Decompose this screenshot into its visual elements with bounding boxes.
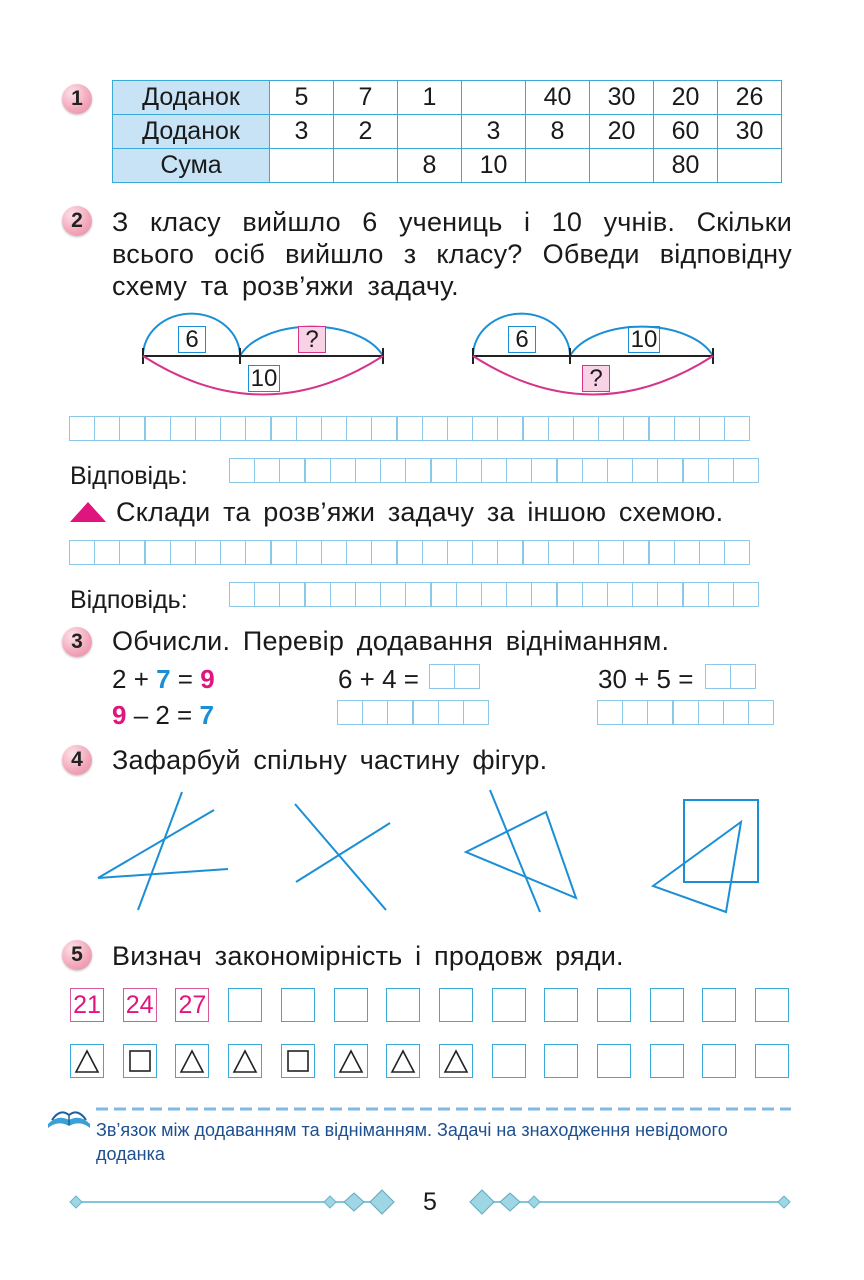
table-row [113,81,782,115]
table-cell[interactable] [590,149,654,183]
grid-cell[interactable] [481,582,508,607]
grid-cell[interactable] [220,540,247,565]
grid-cell[interactable] [648,540,675,565]
grid-cell[interactable] [672,700,699,725]
task-1-badge: 1 [62,84,92,114]
grid-cell[interactable] [573,540,600,565]
grid-cell[interactable] [405,582,432,607]
sequence-number-box[interactable] [544,988,578,1022]
figure-3-triangle-and-line [466,790,576,912]
table-cell: 80 [654,149,718,183]
example-1-b: 7 [156,664,171,694]
table-cell: 3 [270,115,334,149]
table-cell[interactable] [270,149,334,183]
scheme-1-left-label: 6 [178,326,206,353]
table-cell: 26 [718,81,782,115]
open-book-icon [44,1100,94,1132]
grid-cell[interactable] [69,540,96,565]
grid-cell[interactable] [254,582,281,607]
example-3: 30 + 5 = [598,664,694,694]
grid-cell[interactable] [607,582,634,607]
task-2-text: З класу вийшло 6 учениць і 10 учнів. Скільки всього осіб вийшло з класу? Обведи відповідну схему та розв’яжи задачу. [112,207,792,301]
task-5-badge: 5 [62,940,92,970]
grid-cell[interactable] [582,458,609,483]
grid-cell[interactable] [531,458,558,483]
task-3-badge: 3 [62,627,92,657]
grid-cell[interactable] [245,416,272,441]
figure-2-lines [295,804,390,910]
sequence-number-box[interactable] [439,988,473,1022]
example-1 [112,664,215,695]
grid-cell[interactable] [582,582,609,607]
grid-cell[interactable] [279,582,306,607]
table-cell[interactable] [526,149,590,183]
grid-cell[interactable] [657,582,684,607]
task-4-text: Зафарбуй спільну частину фігур. [112,745,548,775]
grid-cell[interactable] [623,416,650,441]
row-header: Доданок [113,115,270,149]
table-row [113,115,782,149]
addition-table [112,80,782,183]
grid-cell[interactable] [330,458,357,483]
grid-cell[interactable] [497,540,524,565]
example-3-check-cells[interactable] [598,700,774,725]
grid-cell[interactable] [371,416,398,441]
table-cell[interactable] [462,81,526,115]
footer-dashed-divider [96,1106,796,1112]
grid-cell[interactable] [674,540,701,565]
figure-1-lines [98,792,228,910]
sequence-shape-box[interactable] [597,1044,631,1078]
grid-cell[interactable] [733,458,760,483]
scheme-1-right-label: ? [298,326,326,353]
grid-cell[interactable] [119,540,146,565]
grid-cell[interactable] [396,416,423,441]
sequence-shape-box[interactable] [123,1044,157,1078]
triangle-marker-icon [68,500,108,524]
square-icon [283,1046,313,1076]
grid-cell[interactable] [229,458,256,483]
triangle-icon [177,1046,207,1076]
grid-cell[interactable] [607,458,634,483]
table-cell: 30 [590,81,654,115]
grid-cell[interactable] [723,700,750,725]
row-header: Сума [113,149,270,183]
grid-cell[interactable] [632,582,659,607]
grid-cell[interactable] [144,416,171,441]
grid-cell[interactable] [94,540,121,565]
check-minus: – 2 = [126,700,200,730]
grid-cell[interactable] [456,458,483,483]
sequence-number-box[interactable]: 27 [175,988,209,1022]
grid-cell[interactable] [69,416,96,441]
example-1-a: 2 [112,664,127,694]
grid-cell[interactable] [447,416,474,441]
example-1-eq: = [170,664,201,694]
sequence-shape-box[interactable] [334,1044,368,1078]
table-cell: 30 [718,115,782,149]
grid-cell[interactable] [708,458,735,483]
table-cell: 8 [398,149,462,183]
grid-cell[interactable] [724,416,751,441]
answer-cells-2[interactable] [230,582,759,607]
grid-cell[interactable] [463,700,490,725]
table-cell: 20 [590,115,654,149]
grid-cell[interactable] [405,458,432,483]
grid-cell[interactable] [279,458,306,483]
sequence-number-box[interactable] [650,988,684,1022]
table-cell: 10 [462,149,526,183]
grid-cell[interactable] [170,416,197,441]
grid-cell[interactable] [355,582,382,607]
grid-cell[interactable] [94,416,121,441]
grid-cell[interactable] [304,582,331,607]
grid-cell[interactable] [396,540,423,565]
grid-cell[interactable] [355,458,382,483]
grid-cell[interactable] [573,416,600,441]
grid-cell[interactable] [447,540,474,565]
grid-cell[interactable] [632,458,659,483]
scheme-2[interactable] [466,308,726,408]
square-icon [125,1046,155,1076]
example-1-sum: 9 [200,664,215,694]
grid-cell[interactable] [346,540,373,565]
table-cell: 40 [526,81,590,115]
grid-cell[interactable] [598,540,625,565]
answer-label-1: Відповідь: [70,462,188,490]
sequence-number-box[interactable] [334,988,368,1022]
sequence-number-box[interactable]: 24 [123,988,157,1022]
task-3-text: Обчисли. Перевір додавання відніманням. [112,626,670,656]
sequence-shape-box[interactable] [492,1044,526,1078]
triangle-icon [441,1046,471,1076]
grid-cell[interactable] [119,416,146,441]
grid-cell[interactable] [657,458,684,483]
grid-cell[interactable] [337,700,364,725]
table-cell: 1 [398,81,462,115]
grid-cell[interactable] [304,458,331,483]
grid-cell[interactable] [708,582,735,607]
example-1-check [112,700,214,731]
table-cell: 5 [270,81,334,115]
grid-cell[interactable] [270,416,297,441]
grid-cell[interactable] [522,540,549,565]
grid-cell[interactable] [321,540,348,565]
triangle-icon [72,1046,102,1076]
table-cell[interactable] [718,149,782,183]
triangle-icon [388,1046,418,1076]
example-2-check-cells[interactable] [338,700,489,725]
grid-cell[interactable] [387,700,414,725]
grid-cell[interactable] [548,540,575,565]
sequence-shape-box[interactable] [439,1044,473,1078]
answer-cells-1[interactable] [230,458,759,483]
grid-cell[interactable] [622,700,649,725]
sequence-number-box[interactable]: 21 [70,988,104,1022]
task-4-badge: 4 [62,745,92,775]
sequence-number-box[interactable] [702,988,736,1022]
grid-cell[interactable] [422,416,449,441]
table-cell: 20 [654,81,718,115]
example-3-answer-cells[interactable] [706,664,756,689]
grid-cell[interactable] [254,458,281,483]
grid-cell[interactable] [195,416,222,441]
grid-cell[interactable] [346,416,373,441]
grid-cell[interactable] [430,458,457,483]
grid-cell[interactable] [522,416,549,441]
triangle-icon [230,1046,260,1076]
grid-cell[interactable] [245,540,272,565]
grid-cell[interactable] [380,458,407,483]
grid-cell[interactable] [682,458,709,483]
grid-cell[interactable] [705,664,732,689]
triangle-icon [336,1046,366,1076]
example-1-plus: + [126,664,157,694]
figure-4-square-and-triangle [653,800,758,912]
grid-cell[interactable] [170,540,197,565]
scheme-2-right-label: 10 [628,326,660,353]
scheme-2-left-label: 6 [508,326,536,353]
grid-cell[interactable] [472,540,499,565]
grid-cell[interactable] [229,582,256,607]
grid-cell[interactable] [438,700,465,725]
grid-cell[interactable] [724,540,751,565]
grid-cell[interactable] [506,458,533,483]
grid-cell[interactable] [497,416,524,441]
topic-note: Зв’язок між додаванням та відніманням. Задачі на знаходження невідомого доданка [96,1120,728,1164]
grid-cell[interactable] [270,540,297,565]
grid-cell[interactable] [412,700,439,725]
example-2-answer-cells[interactable] [430,664,480,689]
sequence-shape-box[interactable] [228,1044,262,1078]
page-ornament-right [456,1188,796,1218]
scheme-1[interactable] [136,308,396,408]
sequence-number-box[interactable] [386,988,420,1022]
grid-cell[interactable] [556,458,583,483]
grid-cell[interactable] [362,700,389,725]
solution-cells-1[interactable] [70,416,750,441]
grid-cell[interactable] [321,416,348,441]
grid-cell[interactable] [748,700,775,725]
table-cell[interactable] [334,149,398,183]
scheme-2-bottom-label: ? [582,365,610,392]
grid-cell[interactable] [699,540,726,565]
grid-cell[interactable] [548,416,575,441]
grid-cell[interactable] [220,416,247,441]
sequence-number-box[interactable] [755,988,789,1022]
grid-cell[interactable] [682,582,709,607]
grid-cell[interactable] [647,700,674,725]
grid-cell[interactable] [623,540,650,565]
grid-cell[interactable] [296,540,323,565]
sequence-shape-box[interactable] [650,1044,684,1078]
grid-cell[interactable] [506,582,533,607]
solution-cells-2[interactable] [70,540,750,565]
sequence-number-box[interactable] [492,988,526,1022]
table-cell[interactable] [398,115,462,149]
grid-cell[interactable] [481,458,508,483]
grid-cell[interactable] [472,416,499,441]
check-res: 7 [199,700,214,730]
grid-cell[interactable] [144,540,171,565]
sequence-number-box[interactable] [281,988,315,1022]
grid-cell[interactable] [699,416,726,441]
table-cell: 8 [526,115,590,149]
figures-area[interactable] [90,782,790,922]
grid-cell[interactable] [598,416,625,441]
grid-cell[interactable] [597,700,624,725]
sequence-shape-box[interactable] [702,1044,736,1078]
task-2-badge: 2 [62,206,92,236]
grid-cell[interactable] [556,582,583,607]
grid-cell[interactable] [730,664,757,689]
page-ornament-left [68,1188,408,1218]
row-header: Доданок [113,81,270,115]
grid-cell[interactable] [195,540,222,565]
sequence-shape-box[interactable] [281,1044,315,1078]
sequence-shape-box[interactable] [755,1044,789,1078]
extra-task-text: Склади та розв’яжи задачу за іншою схемою. [116,497,724,527]
answer-label-2: Відповідь: [70,586,188,614]
table-cell: 2 [334,115,398,149]
sequence-shape-box[interactable] [70,1044,104,1078]
grid-cell[interactable] [380,582,407,607]
sequence-shape-box[interactable] [386,1044,420,1078]
table-row [113,149,782,183]
page-number: 5 [423,1188,437,1216]
grid-cell[interactable] [422,540,449,565]
scheme-1-bottom-label: 10 [248,365,280,392]
grid-cell[interactable] [330,582,357,607]
task-5-text: Визнач закономірність і продовж ряди. [112,941,624,971]
grid-cell[interactable] [674,416,701,441]
grid-cell[interactable] [698,700,725,725]
table-cell: 7 [334,81,398,115]
grid-cell[interactable] [454,664,481,689]
table-cell: 3 [462,115,526,149]
grid-cell[interactable] [648,416,675,441]
example-2: 6 + 4 = [338,664,419,694]
grid-cell[interactable] [296,416,323,441]
sequence-shape-box[interactable] [544,1044,578,1078]
grid-cell[interactable] [430,582,457,607]
grid-cell[interactable] [429,664,456,689]
grid-cell[interactable] [371,540,398,565]
table-cell: 60 [654,115,718,149]
sequence-number-box[interactable] [228,988,262,1022]
grid-cell[interactable] [531,582,558,607]
sequence-number-box[interactable] [597,988,631,1022]
grid-cell[interactable] [733,582,760,607]
check-a: 9 [112,700,127,730]
grid-cell[interactable] [456,582,483,607]
sequence-shape-box[interactable] [175,1044,209,1078]
